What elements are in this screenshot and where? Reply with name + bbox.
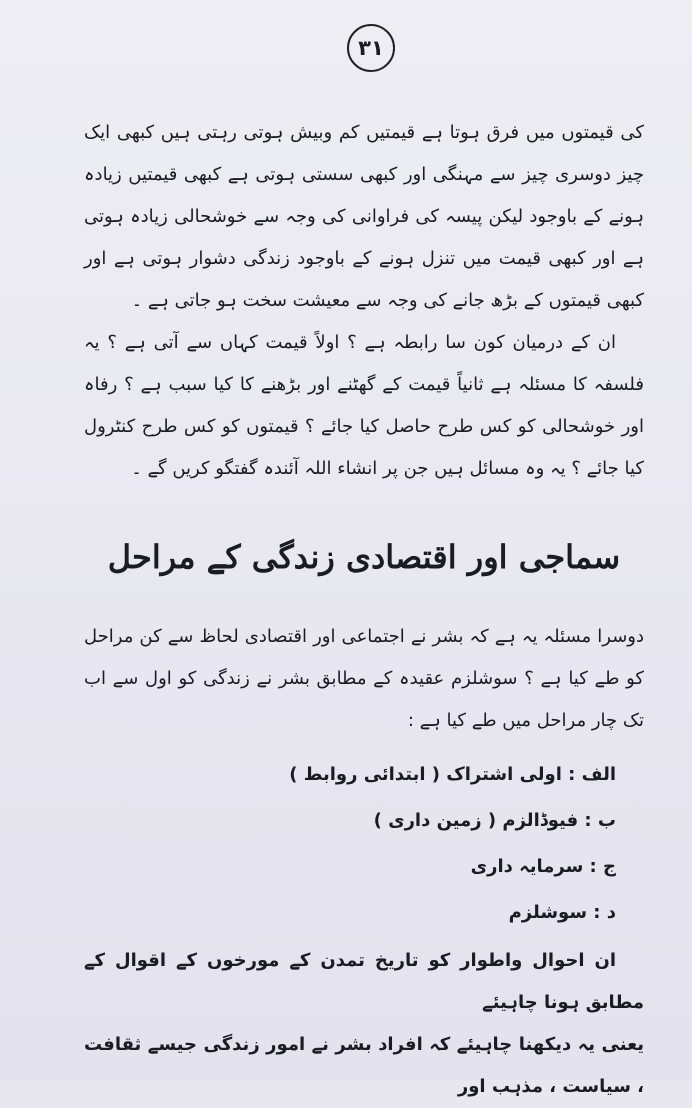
section-heading: سماجی اور اقتصادی زندگی کے مراحل xyxy=(107,538,621,576)
stage-item-be: ب : فیوڈالزم ( زمین داری ) xyxy=(373,810,616,831)
questions-paragraph: ان کے درمیان کون سا رابطہ ہے ؟ اولاً قیمت کہاں سے آتی ہے ؟ یہ فلسفہ کا مسئلہ ہے ثانیاً قیمت کے گھٹنے اور بڑھنے کا کیا سبب ہے ؟ رفاہ اور خوشحالی کو کس طرح حاصل کیا جائے ؟ قیمتوں کو کس طرح کنٹرول کیا جائے ؟ یہ وہ مسائل ہیں جن پر انشاء اللہ آئندہ گفتگو کریں گے ۔ xyxy=(84,332,644,479)
page-number: ۳۱ xyxy=(347,24,395,72)
stage-item-dal: د : سوشلزم xyxy=(508,902,616,923)
page-content xyxy=(84,112,644,1108)
section-paragraph: دوسرا مسئلہ یہ ہے کہ بشر نے اجتماعی اور اقتصادی لحاظ سے کن مراحل کو طے کیا ہے ؟ سوشلزم عقیدہ کے مطابق بشر نے زندگی کو اول سے اب تک چار مراحل میں طے کیا ہے : xyxy=(84,626,644,731)
stages-list xyxy=(84,752,644,936)
intro-paragraph: کی قیمتوں میں فرق ہوتا ہے قیمتیں کم وبیش ہوتی رہتی ہیں کبھی ایک چیز دوسری چیز سے مہنگی اور کبھی سستی ہوتی ہے کبھی قیمتیں زیادہ ہونے کے باوجود لیکن پیسہ کی فراوانی کی وجہ سے خوشحالی زیادہ ہوتی ہے اور کبھی قیمت میں تنزل ہونے کے باوجود زندگی دشوار ہوتی ہے اور کبھی قیمتوں کے بڑھ جانے کی وجہ سے معیشت سخت ہو جاتی ہے ۔ xyxy=(84,122,644,311)
stage-item-jeem: ج : سرمایہ داری xyxy=(470,856,616,877)
closing-line-2: یعنی یہ دیکھنا چاہیئے کہ افراد بشر نے امور زندگی جیسے ثقافت ، سیاست ، مذہب اور xyxy=(84,1034,644,1097)
closing-line-1: ان احوال واطوار کو تاریخ تمدن کے مورخوں کے اقوال کے مطابق ہونا چاہیئے xyxy=(84,950,644,1013)
stage-item-alif: الف : اولی اشتراک ( ابتدائی روابط ) xyxy=(289,764,616,785)
